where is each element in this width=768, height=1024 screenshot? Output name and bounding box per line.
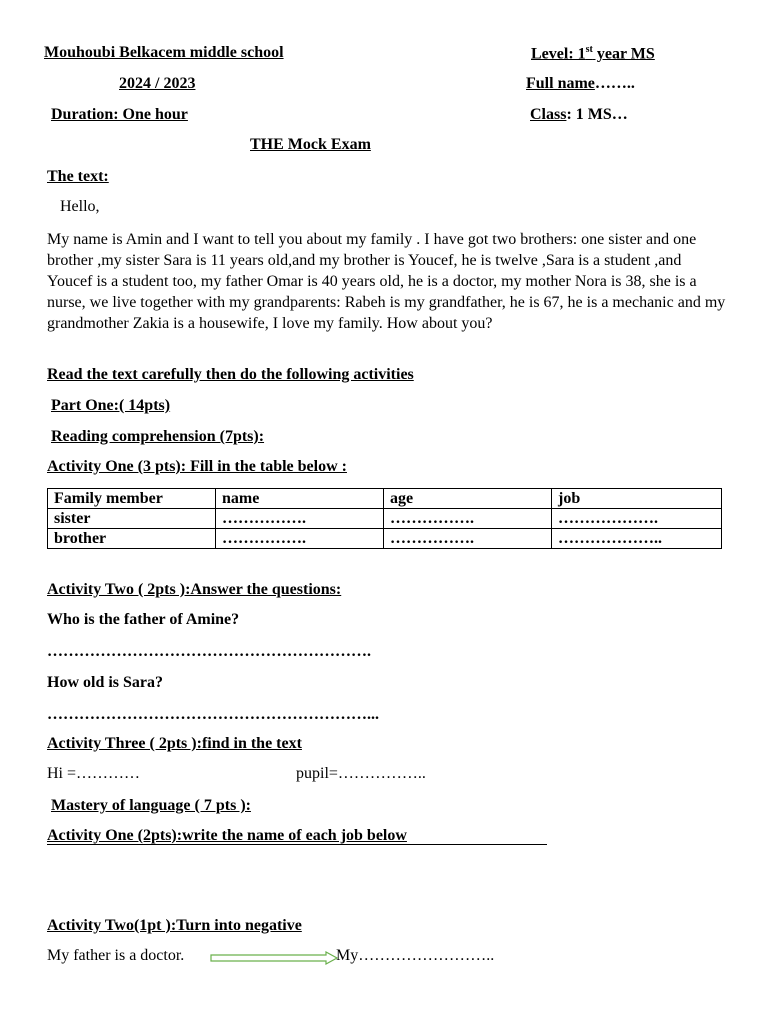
table-cell[interactable]: ……………. — [384, 509, 552, 529]
full-name — [526, 75, 635, 93]
underline-rule — [47, 844, 547, 845]
table-cell[interactable]: ……………. — [216, 509, 384, 529]
table-row — [48, 529, 722, 549]
activity-two-b-heading: Activity Two(1pt ):Turn into negative — [47, 917, 302, 934]
table-header: job — [552, 489, 722, 509]
question-2: How old is Sara? — [47, 674, 164, 691]
arrow-right-icon — [210, 951, 338, 965]
reading-heading: Reading comprehension (7pts): — [51, 428, 265, 445]
full-name-label: Full name — [526, 75, 595, 92]
activity-one-b-heading — [47, 827, 407, 845]
table-row — [48, 509, 722, 529]
table-cell: brother — [48, 529, 216, 549]
part-one: Part One:( 14pts) — [51, 397, 171, 414]
find-pupil[interactable]: pupil=…………….. — [296, 765, 426, 782]
answer-line-2[interactable]: ……………………………………………………... — [47, 706, 379, 723]
full-name-dots: …….. — [594, 75, 635, 92]
level-sup: st — [585, 44, 593, 55]
duration: Duration: One hour — [51, 106, 188, 123]
level — [531, 44, 655, 63]
table-cell[interactable]: ……………….. — [552, 529, 722, 549]
table-cell[interactable]: ……………. — [216, 529, 384, 549]
table-cell[interactable]: ………………. — [552, 509, 722, 529]
answer-line-1[interactable]: ……………………………………………………. — [47, 643, 371, 660]
negative-sentence: My father is a doctor. — [47, 947, 185, 964]
class-value: : 1 MS… — [566, 106, 628, 123]
activity-two-heading: Activity Two ( 2pts ):Answer the questions: — [47, 581, 342, 598]
activity-three-heading: Activity Three ( 2pts ):find in the text — [47, 735, 302, 752]
table-header: age — [384, 489, 552, 509]
table-header: Family member — [48, 489, 216, 509]
instruction: Read the text carefully then do the following activities — [47, 366, 414, 383]
text-heading: The text: — [47, 168, 109, 185]
activity-one-b-text: Activity One (2pts):write the name of each job below — [47, 827, 407, 844]
school-year: 2024 / 2023 — [119, 75, 196, 92]
school-name: Mouhoubi Belkacem middle school — [44, 44, 284, 61]
body-text: My name is Amin and I want to tell you about my family . I have got two brothers: one sister and one brother ,my sister Sara is 11 years old,and my brother is Youcef, he is twelve ,Sara is a student ,and Youcef is a student too, my father Omar is 40 years old, he is a doctor, my mother Nora is 38, she is a nurse, we live together with my grandparents: Rabeh is my grandfather, he is 67, he is a mechanic and my grandmother Zakia is a housewife, I love my family. How about you? — [47, 231, 726, 332]
find-hi[interactable]: Hi =………… — [47, 765, 141, 782]
table-header-row — [48, 489, 722, 509]
question-1: Who is the father of Amine? — [47, 611, 240, 628]
family-table — [47, 488, 722, 549]
class-label: Class — [530, 106, 567, 123]
exam-title: THE Mock Exam — [250, 136, 371, 153]
level-suffix: year MS — [592, 45, 655, 63]
class — [530, 106, 628, 124]
mastery-heading: Mastery of language ( 7 pts ): — [51, 797, 251, 814]
greeting: Hello, — [60, 198, 100, 215]
table-cell[interactable]: ……………. — [384, 529, 552, 549]
table-header: name — [216, 489, 384, 509]
level-prefix: Level: 1 — [531, 45, 586, 63]
negative-answer[interactable]: My…………………….. — [336, 947, 495, 964]
activity-one-heading: Activity One (3 pts): Fill in the table below : — [47, 458, 347, 475]
table-cell: sister — [48, 509, 216, 529]
